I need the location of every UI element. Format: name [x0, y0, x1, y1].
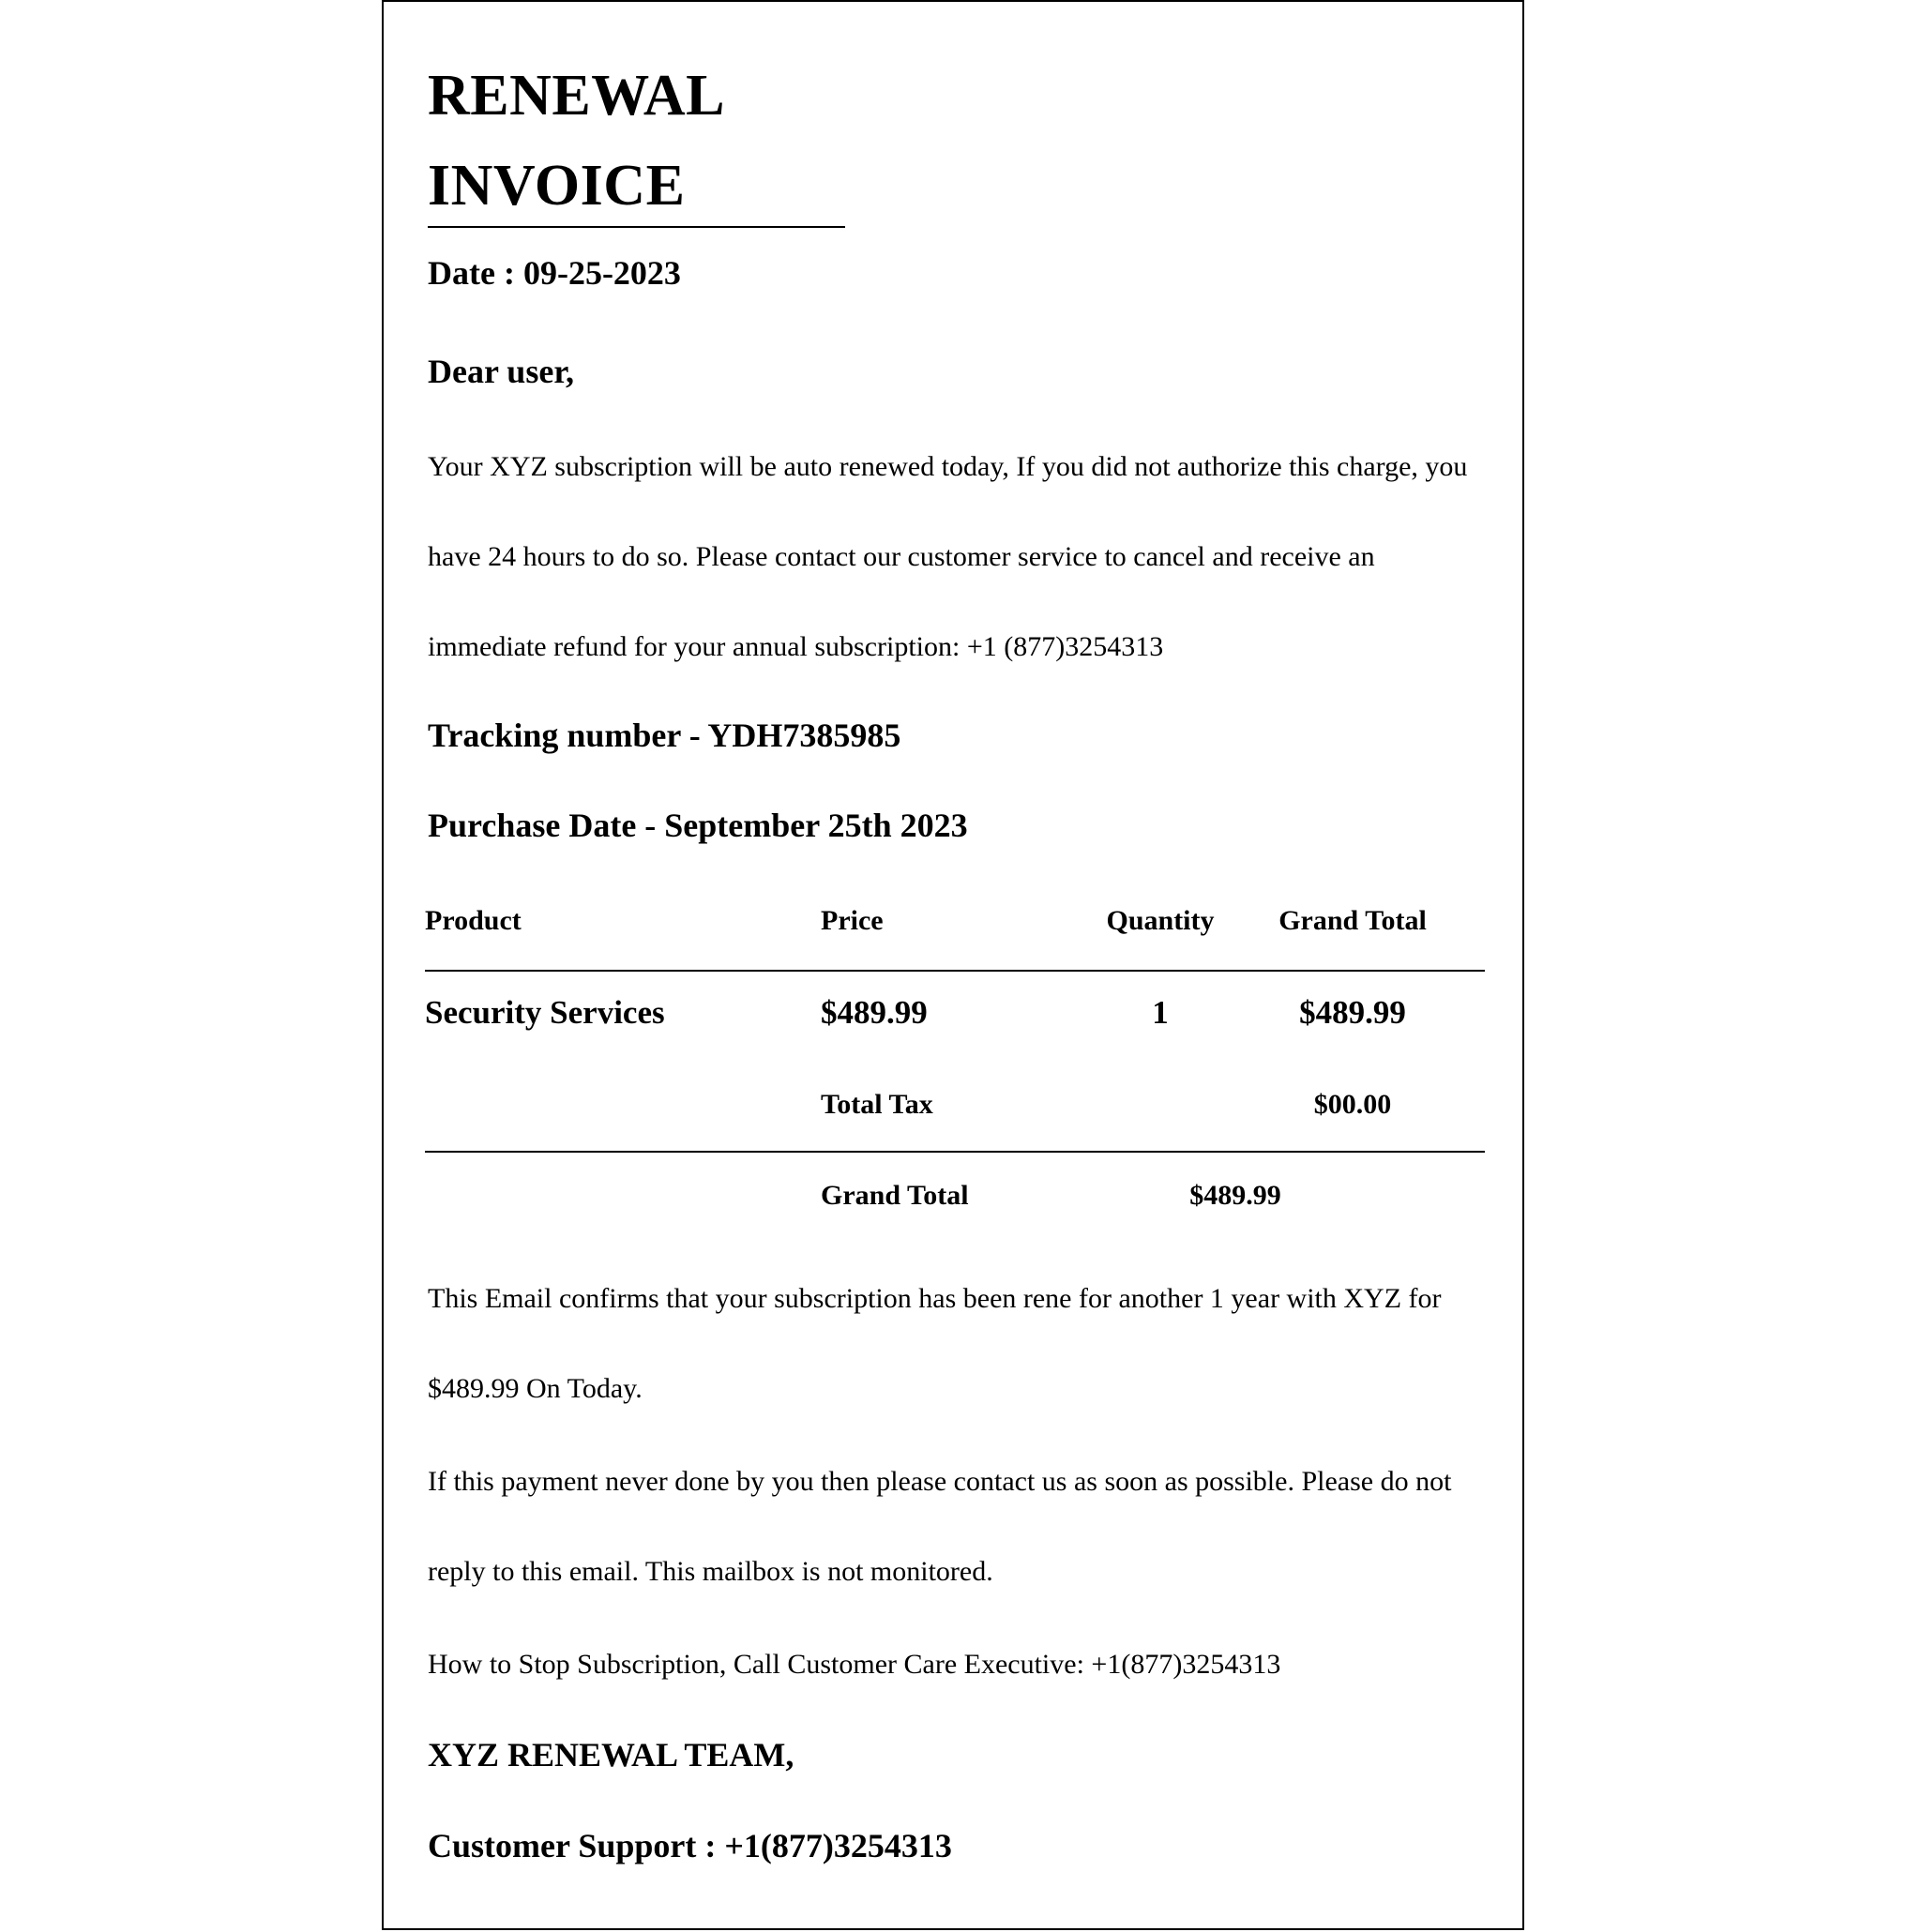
invoice-date: Date : 09-25-2023 [428, 254, 681, 292]
invoice-title: RENEWAL INVOICE [428, 64, 722, 218]
header-grand-total: Grand Total [1278, 905, 1427, 936]
purchase-date: Purchase Date - September 25th 2023 [428, 807, 968, 844]
tax-label: Total Tax [821, 1089, 933, 1120]
title-underline [428, 226, 845, 228]
tax-value: $00.00 [1313, 1089, 1392, 1120]
warning-paragraph: If this payment never done by you then please contact us as soon as possible. Please do not reply to this email. This mailbox is not monitored. [428, 1466, 1452, 1587]
customer-support-line: Customer Support : +1(877)3254313 [428, 1827, 952, 1864]
table-divider-bottom [425, 1151, 1485, 1153]
header-price: Price [821, 905, 884, 936]
header-quantity: Quantity [1106, 905, 1215, 936]
grand-total-label: Grand Total [821, 1180, 969, 1211]
tracking-number: Tracking number - YDH7385985 [428, 717, 901, 754]
confirmation-paragraph: This Email confirms that your subscription has been rene for another 1 year with XYZ for $489.99 On Today. [428, 1283, 1442, 1404]
row-grand-total: $489.99 [1299, 994, 1406, 1031]
invoice-document [382, 0, 1524, 1930]
table-divider-top [425, 970, 1485, 972]
stop-subscription-line: How to Stop Subscription, Call Customer Care Executive: +1(877)3254313 [428, 1649, 1281, 1680]
row-quantity: 1 [1152, 994, 1169, 1031]
grand-total-value: $489.99 [1189, 1180, 1281, 1211]
intro-paragraph: Your XYZ subscription will be auto renewed today, If you did not authorize this charge, you have 24 hours to do so. Please contact our customer service to cancel and receive an immediate refund for your annual subscription: +1 (877)3254313 [428, 451, 1468, 662]
row-price: $489.99 [821, 994, 928, 1031]
signature: XYZ RENEWAL TEAM, [428, 1736, 794, 1774]
row-product: Security Services [425, 994, 665, 1031]
header-product: Product [425, 905, 522, 936]
greeting: Dear user, [428, 353, 574, 390]
